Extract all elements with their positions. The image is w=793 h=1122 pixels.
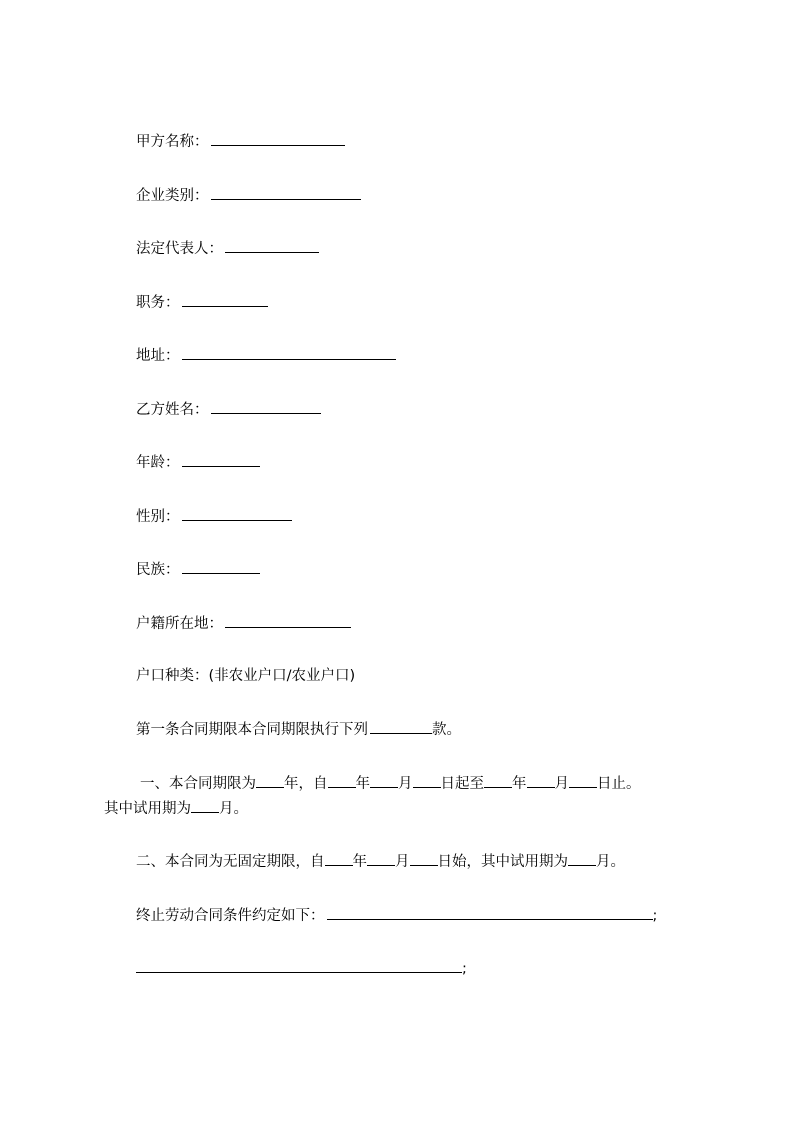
- legal-rep-line: [136, 238, 319, 259]
- clause1-start-day-blank[interactable]: [413, 773, 441, 788]
- clause1-probation-label: 其中试用期为: [104, 801, 191, 817]
- clause2-start-day-blank[interactable]: [410, 851, 438, 866]
- ethnicity-line: [136, 559, 260, 580]
- party-a-name-label: 甲方名称：: [136, 134, 209, 150]
- article1-intro-line: [136, 719, 461, 740]
- household-location-blank[interactable]: [225, 613, 351, 628]
- party-b-name-line: [136, 399, 321, 420]
- clause1-year-2: 年: [512, 776, 527, 792]
- enterprise-type-blank[interactable]: [211, 185, 361, 200]
- clause1-day-end: 日止。: [597, 776, 641, 792]
- clause2-label: 二、本合同为无固定期限，自: [136, 854, 325, 870]
- gender-line: [136, 506, 292, 527]
- termination-semicolon-2: ;: [462, 961, 467, 977]
- age-label: 年龄：: [136, 455, 180, 471]
- clause2-start-month-blank[interactable]: [367, 851, 395, 866]
- clause1-line2: [104, 798, 248, 819]
- age-blank[interactable]: [182, 452, 260, 467]
- party-b-name-blank[interactable]: [211, 399, 321, 414]
- party-b-name-label: 乙方姓名：: [136, 402, 209, 418]
- party-a-name-blank[interactable]: [211, 131, 345, 146]
- clause1-probation-month: 月。: [219, 801, 248, 817]
- clause2-probation-month: 月。: [596, 854, 625, 870]
- position-label: 职务：: [136, 295, 180, 311]
- clause1-month-1: 月: [398, 776, 413, 792]
- termination-semicolon-1: ;: [652, 908, 658, 924]
- household-type-text: 户口种类：(非农业户口/农业户口): [136, 668, 356, 684]
- clause1-start-year-blank[interactable]: [328, 773, 356, 788]
- legal-rep-label: 法定代表人：: [136, 241, 223, 257]
- gender-label: 性别：: [136, 509, 180, 525]
- clause1-month-2: 月: [554, 776, 569, 792]
- enterprise-type-line: [136, 185, 361, 206]
- termination-label: 终止劳动合同条件约定如下：: [136, 908, 325, 924]
- address-label: 地址：: [136, 348, 180, 364]
- clause2-month: 月: [395, 854, 410, 870]
- clause2-year: 年: [352, 854, 367, 870]
- termination-line: [136, 905, 657, 926]
- clause1-end-month-blank[interactable]: [527, 773, 555, 788]
- enterprise-type-label: 企业类别：: [136, 188, 209, 204]
- termination-blank-1[interactable]: [327, 905, 653, 920]
- party-a-name-line: [136, 131, 345, 152]
- ethnicity-label: 民族：: [136, 562, 180, 578]
- ethnicity-blank[interactable]: [182, 559, 260, 574]
- article1-option-blank[interactable]: [370, 719, 432, 734]
- address-line: [136, 345, 396, 366]
- clause2-line: [136, 851, 625, 872]
- legal-rep-blank[interactable]: [225, 238, 319, 253]
- clause1-line1: [140, 773, 641, 794]
- clause1-day-to: 日起至: [440, 776, 484, 792]
- household-type-line: [136, 666, 355, 686]
- position-blank[interactable]: [182, 292, 268, 307]
- clause1-term-label: 一、本合同期限为: [140, 776, 256, 792]
- household-location-line: [136, 613, 351, 634]
- termination-blank-2[interactable]: [136, 958, 462, 973]
- clause1-start-month-blank[interactable]: [370, 773, 398, 788]
- clause1-end-day-blank[interactable]: [569, 773, 597, 788]
- clause1-end-year-blank[interactable]: [484, 773, 512, 788]
- termination-line-2: [136, 958, 467, 979]
- clause2-day-probation: 日始，其中试用期为: [437, 854, 568, 870]
- article1-intro-b: 款。: [432, 722, 461, 738]
- clause1-probation-blank[interactable]: [191, 798, 219, 813]
- clause2-start-year-blank[interactable]: [325, 851, 353, 866]
- position-line: [136, 292, 268, 313]
- address-blank[interactable]: [182, 345, 396, 360]
- age-line: [136, 452, 260, 473]
- gender-blank[interactable]: [182, 506, 292, 521]
- article1-intro-a: 第一条合同期限本合同期限执行下列: [136, 722, 368, 738]
- clause1-year-from: 年，自: [284, 776, 328, 792]
- clause1-years-blank[interactable]: [256, 773, 284, 788]
- clause1-year-1: 年: [355, 776, 370, 792]
- clause2-probation-blank[interactable]: [568, 851, 596, 866]
- household-location-label: 户籍所在地：: [136, 616, 223, 632]
